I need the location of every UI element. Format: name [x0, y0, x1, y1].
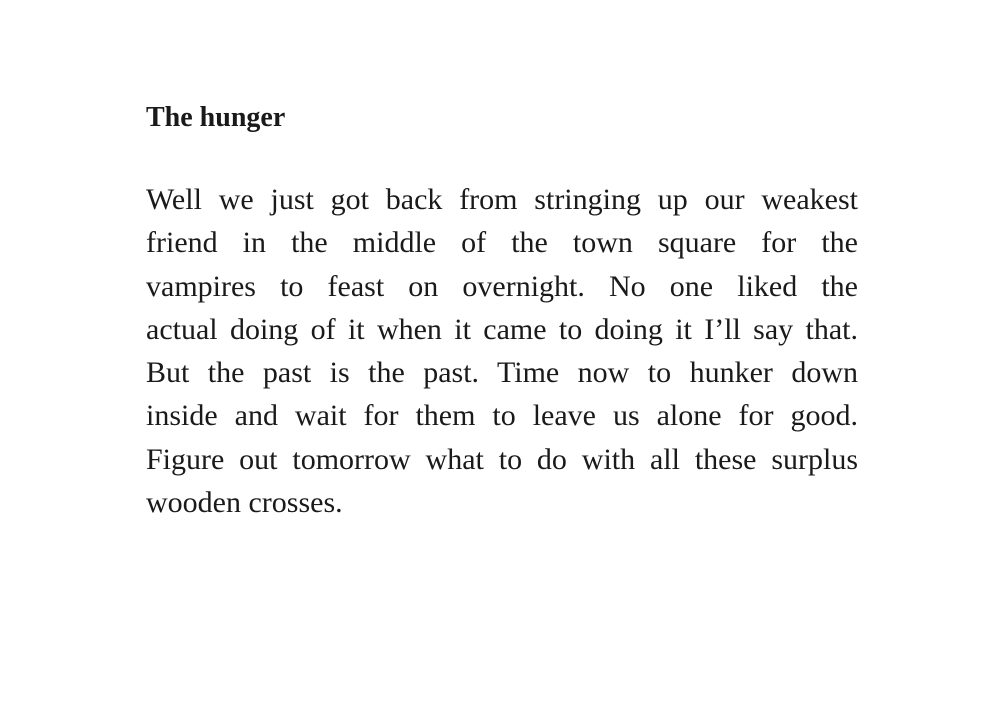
poem-body	[146, 178, 858, 524]
document-title: The hunger	[146, 102, 286, 133]
text-line: Well we just got back from stringing up our weakest	[146, 183, 858, 216]
text-line: inside and wait for them to leave us alone for good.	[146, 399, 858, 433]
text-line: vampires to feast on overnight. No one liked the	[146, 269, 858, 303]
text-line: actual doing of it when it came to doing it I’ll say that.	[146, 312, 858, 346]
text-line: Figure out tomorrow what to do with all these surplus	[146, 442, 858, 476]
text-line: friend in the middle of the town square for the	[146, 226, 858, 260]
text-line: wooden crosses.	[146, 486, 343, 520]
text-line: But the past is the past. Time now to hunker down	[146, 356, 858, 390]
